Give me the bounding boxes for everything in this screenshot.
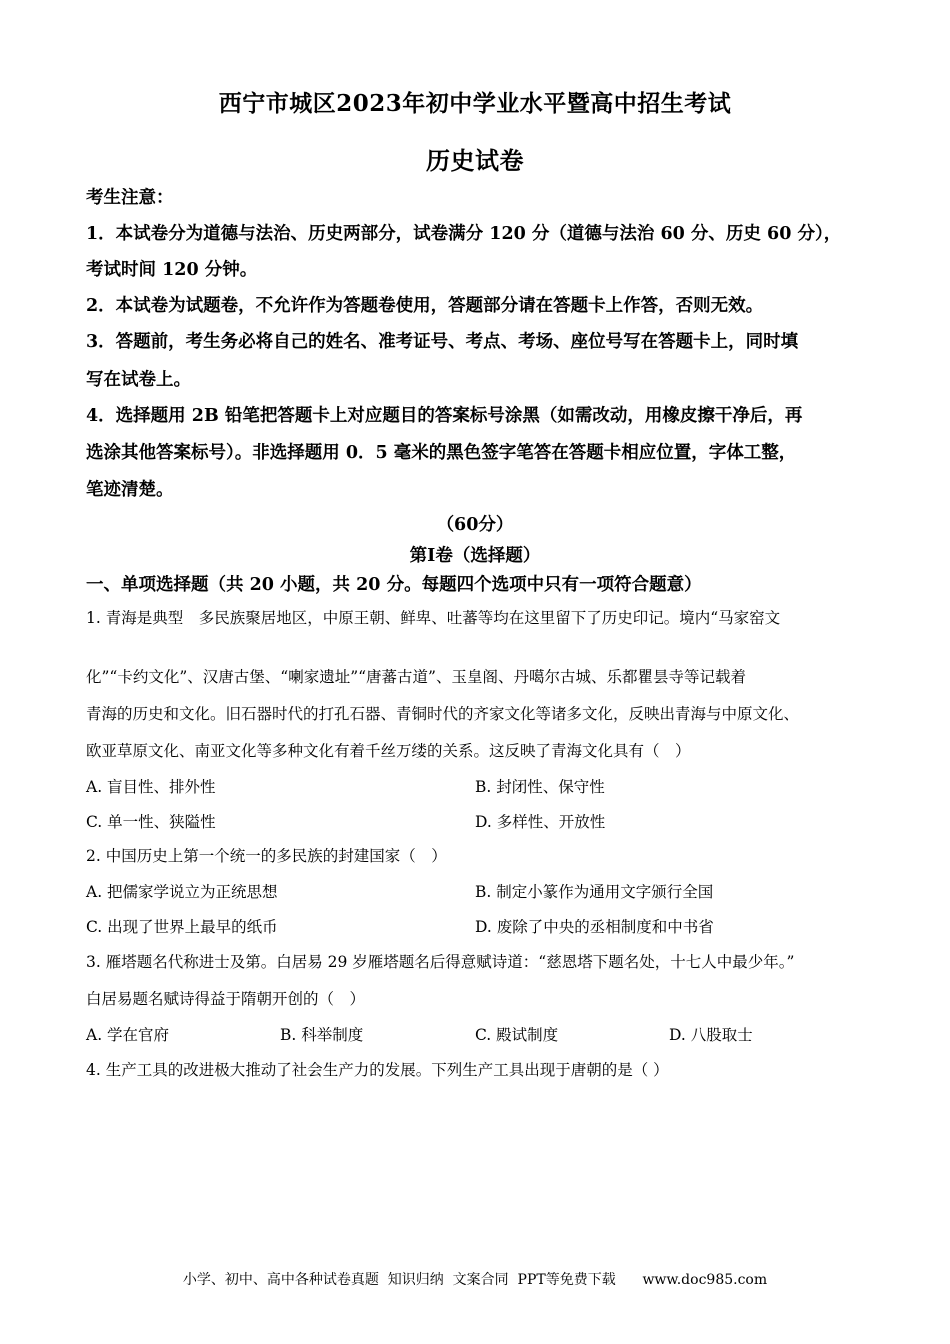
section-volume: 第Ⅰ卷（选择题） (409, 546, 541, 566)
question-2-stem: 2. 中国历史上第一个统一的多民族的封建国家（ ） (86, 847, 447, 865)
notice-line: 写在试卷上。 (86, 370, 191, 390)
question-3-option-a: A. 学在官府 (86, 1026, 170, 1044)
section-part-heading: 一、单项选择题（共 20 小题，共 20 分。每题四个选项中只有一项符合题意） (86, 575, 702, 595)
page-footer: 小学、初中、高中各种试卷真题 知识归纳 文案合同 PPT等免费下载 www.doc985.com (182, 1272, 768, 1288)
question-3-option-c: C. 殿试制度 (475, 1026, 559, 1044)
question-4-stem: 4. 生产工具的改进极大推动了社会生产力的发展。下列生产工具出现于唐朝的是（ ） (86, 1061, 669, 1079)
notice-line: 2．本试卷为试题卷，不允许作为答题卷使用，答题部分请在答题卡上作答，否则无效。 (86, 296, 764, 316)
exam-title: 西宁市城区2023年初中学业水平暨高中招生考试 (218, 90, 732, 117)
question-2-option-a: A. 把儒家学说立为正统思想 (86, 883, 278, 901)
question-1-line: 欧亚草原文化、南亚文化等多种文化有着千丝万缕的关系。这反映了青海文化具有（ ） (86, 742, 691, 760)
question-1-line: 青海的历史和文化。旧石器时代的打孔石器、青铜时代的齐家文化等诸多文化，反映出青海与中原文化、 (86, 705, 800, 723)
section-score: （60分） (436, 515, 514, 535)
question-1-option-a: A. 盲目性、排外性 (86, 778, 216, 796)
notice-line: 选涂其他答案标号）。非选择题用 0．5 毫米的黑色签字笔答在答题卡相应位置，字体工整， (86, 443, 797, 463)
question-1-option-b: B. 封闭性、保守性 (475, 778, 605, 796)
question-3-line: 3. 雁塔题名代称进士及第。白居易 29 岁雁塔题名后得意赋诗道：“慈恩塔下题名处，十七人中最少年。” (86, 953, 795, 971)
question-1-option-c: C. 单一性、狭隘性 (86, 813, 216, 831)
notice-line: 笔迹清楚。 (86, 480, 174, 500)
question-1-option-d: D. 多样性、开放性 (475, 813, 606, 831)
question-1-line: 1. 青海是典型 多民族聚居地区，中原王朝、鲜卑、吐蕃等均在这里留下了历史印记。境内“马家窑文 (86, 609, 781, 627)
question-3-option-b: B. 科举制度 (280, 1026, 364, 1044)
exam-subtitle: 历史试卷 (426, 146, 524, 175)
question-2-option-c: C. 出现了世界上最早的纸币 (86, 918, 278, 936)
question-3-option-d: D. 八股取士 (669, 1026, 753, 1044)
question-2-option-b: B. 制定小篆作为通用文字颁行全国 (475, 883, 714, 901)
notice-line: 3．答题前，考生务必将自己的姓名、准考证号、考点、考场、座位号写在答题卡上，同时填 (86, 332, 799, 352)
question-3-line: 白居易题名赋诗得益于隋朝开创的（ ） (86, 990, 366, 1008)
notice-line: 考试时间 120 分钟。 (86, 260, 258, 280)
question-2-option-d: D. 废除了中央的丞相制度和中书省 (475, 918, 714, 936)
notice-line: 4．选择题用 2B 铅笔把答题卡上对应题目的答案标号涂黑（如需改动，用橡皮擦干净后，再 (86, 406, 803, 426)
notice-heading: 考生注意： (86, 188, 174, 208)
notice-line: 1．本试卷分为道德与法治、历史两部分，试卷满分 120 分（道德与法治 60 分、历史 60 分）， (86, 224, 842, 244)
question-1-line: 化”“卡约文化”、汉唐古堡、“喇家遗址”“唐蕃古道”、玉皇阁、丹噶尔古城、乐都瞿昙寺等记载着 (86, 668, 746, 686)
